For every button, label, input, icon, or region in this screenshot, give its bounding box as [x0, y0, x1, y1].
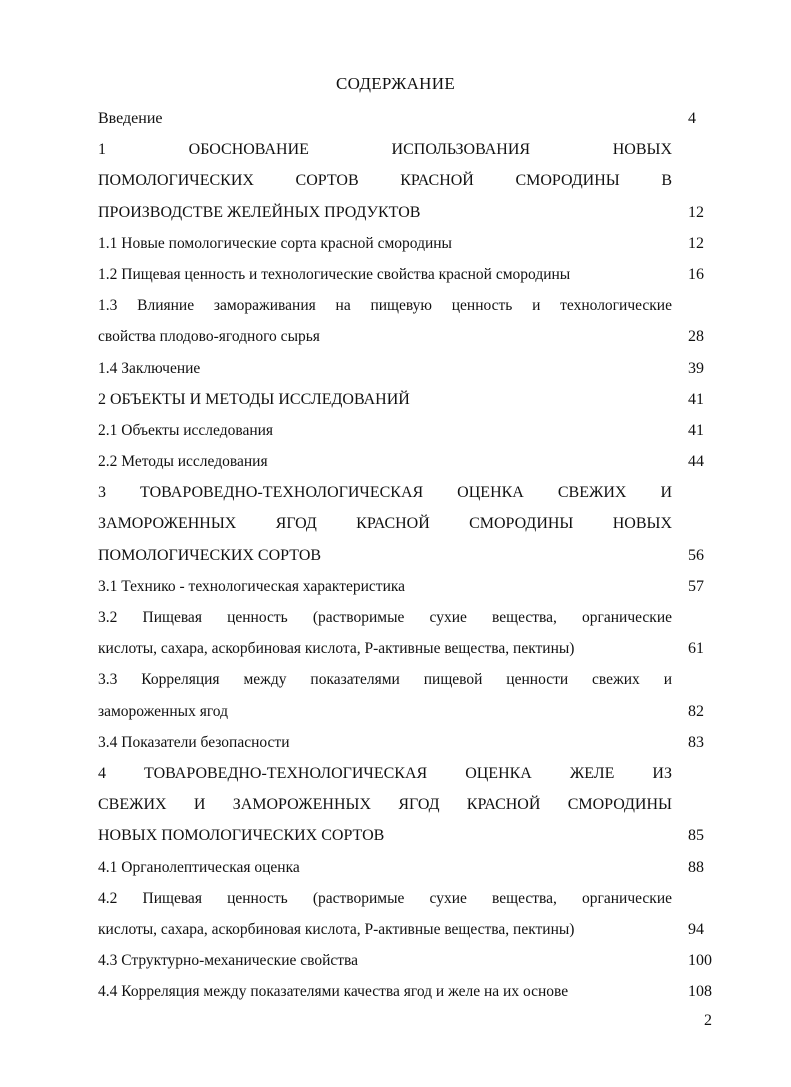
toc-entry-text: 1.4 Заключение	[98, 359, 201, 377]
toc-entry-text: ЗАМОРОЖЕННЫХ ЯГОД КРАСНОЙ СМОРОДИНЫ НОВЫХ	[98, 515, 672, 533]
toc-entry	[98, 353, 718, 384]
toc-entry-text: кислоты, сахара, аскорбиновая кислота, Р-активные вещества, пектины)	[98, 640, 575, 658]
toc-entry-text: кислоты, сахара, аскорбиновая кислота, Р-активные вещества, пектины)	[98, 920, 575, 938]
toc-page-number: 4	[688, 110, 696, 127]
toc-entry-text: 3.3 Корреляция между показателями пищевой ценности свежих и	[98, 671, 672, 689]
toc-entry-text: 4.2 Пищевая ценность (растворимые сухие вещества, органические	[98, 889, 672, 907]
toc-entry-text: 3 ТОВАРОВЕДНО-ТЕХНОЛОГИЧЕСКАЯ ОЦЕНКА СВЕЖИХ И	[98, 484, 672, 502]
toc-entry	[98, 446, 718, 477]
toc-entry	[98, 976, 718, 1007]
toc-page-number: 56	[688, 546, 704, 564]
toc-entry-text: ПОМОЛОГИЧЕСКИХ СОРТОВ КРАСНОЙ СМОРОДИНЫ В	[98, 172, 672, 190]
toc-entry-text: 3.2 Пищевая ценность (растворимые сухие вещества, органические	[98, 609, 672, 626]
toc-entry-text: 4 ТОВАРОВЕДНО-ТЕХНОЛОГИЧЕСКАЯ ОЦЕНКА ЖЕЛЕ ИЗ	[98, 764, 672, 782]
toc-entry	[98, 415, 718, 446]
toc-entry-text: ПОМОЛОГИЧЕСКИХ СОРТОВ	[98, 546, 322, 564]
page-title: СОДЕРЖАНИЕ	[335, 74, 456, 93]
toc-entry-text: СВЕЖИХ И ЗАМОРОЖЕННЫХ ЯГОД КРАСНОЙ СМОРОДИНЫ	[98, 796, 672, 814]
toc-entry-text: 1 ОБОСНОВАНИЕ ИСПОЛЬЗОВАНИЯ НОВЫХ	[98, 141, 672, 159]
toc-entry	[98, 384, 718, 415]
toc-page-number: 28	[688, 328, 704, 346]
toc-entry	[98, 727, 718, 758]
toc-page-number: 100	[688, 952, 712, 970]
toc-entry	[98, 602, 718, 664]
toc-entry-text: НОВЫХ ПОМОЛОГИЧЕСКИХ СОРТОВ	[98, 827, 385, 845]
toc-entry-text: 3.1 Технико - технологическая характеристика	[98, 577, 406, 595]
toc-entry-text: 2.2 Методы исследования	[98, 453, 268, 471]
toc-page-number: 83	[688, 733, 704, 751]
toc-entry	[98, 477, 718, 571]
toc-entry-text: 1.2 Пищевая ценность и технологические свойства красной смородины	[98, 265, 571, 283]
toc-page-number: 85	[688, 827, 704, 845]
toc-page-number: 57	[688, 577, 704, 595]
toc-page-number: 12	[688, 234, 704, 252]
toc-entry-text: ПРОИЗВОДСТВЕ ЖЕЛЕЙНЫХ ПРОДУКТОВ	[98, 203, 421, 221]
toc-page-number: 39	[688, 359, 704, 377]
toc-page-number: 41	[688, 390, 704, 408]
toc-entry	[98, 758, 718, 852]
toc-entry-text: 4.1 Органолептическая оценка	[98, 858, 300, 876]
toc-entry	[98, 259, 718, 290]
toc-entry	[98, 883, 718, 945]
toc-entry	[98, 134, 718, 228]
toc-entry	[98, 664, 718, 726]
toc-page-number: 41	[688, 421, 704, 439]
toc-entry-text: 1.1 Новые помологические сорта красной смородины	[98, 234, 452, 252]
toc-entry-text: 2.1 Объекты исследования	[98, 421, 274, 439]
toc-entry-text: 4.3 Структурно-механические свойства	[98, 952, 359, 970]
toc-entry-text: замороженных ягод	[98, 702, 228, 720]
toc-entry-text: 1.3 Влияние замораживания на пищевую ценность и технологические	[98, 297, 672, 315]
toc-entry-text: 2 ОБЪЕКТЫ И МЕТОДЫ ИССЛЕДОВАНИЙ	[98, 390, 410, 408]
toc-entry-text: свойства плодово-ягодного сырья	[98, 328, 320, 346]
table-of-contents	[98, 103, 718, 1007]
toc-entry	[98, 945, 718, 976]
toc-entry-text: 3.4 Показатели безопасности	[98, 733, 290, 751]
toc-entry	[98, 103, 718, 134]
page-number: 2	[704, 1012, 712, 1029]
toc-entry	[98, 290, 718, 352]
toc-entry	[98, 228, 718, 259]
toc-page-number: 108	[688, 983, 712, 1001]
toc-entry	[98, 852, 718, 883]
toc-page-number: 12	[688, 203, 704, 221]
toc-page-number: 16	[688, 265, 704, 283]
toc-page-number: 61	[688, 640, 704, 658]
toc-page-number: 82	[688, 702, 704, 720]
toc-page-number: 94	[688, 920, 704, 938]
toc-page-number: 88	[688, 858, 704, 876]
toc-entry	[98, 571, 718, 602]
toc-page-number: 44	[688, 453, 704, 471]
toc-entry-text: 4.4 Корреляция между показателями качества ягод и желе на их основе	[98, 983, 569, 1001]
toc-entry-text: Введение	[98, 110, 163, 127]
